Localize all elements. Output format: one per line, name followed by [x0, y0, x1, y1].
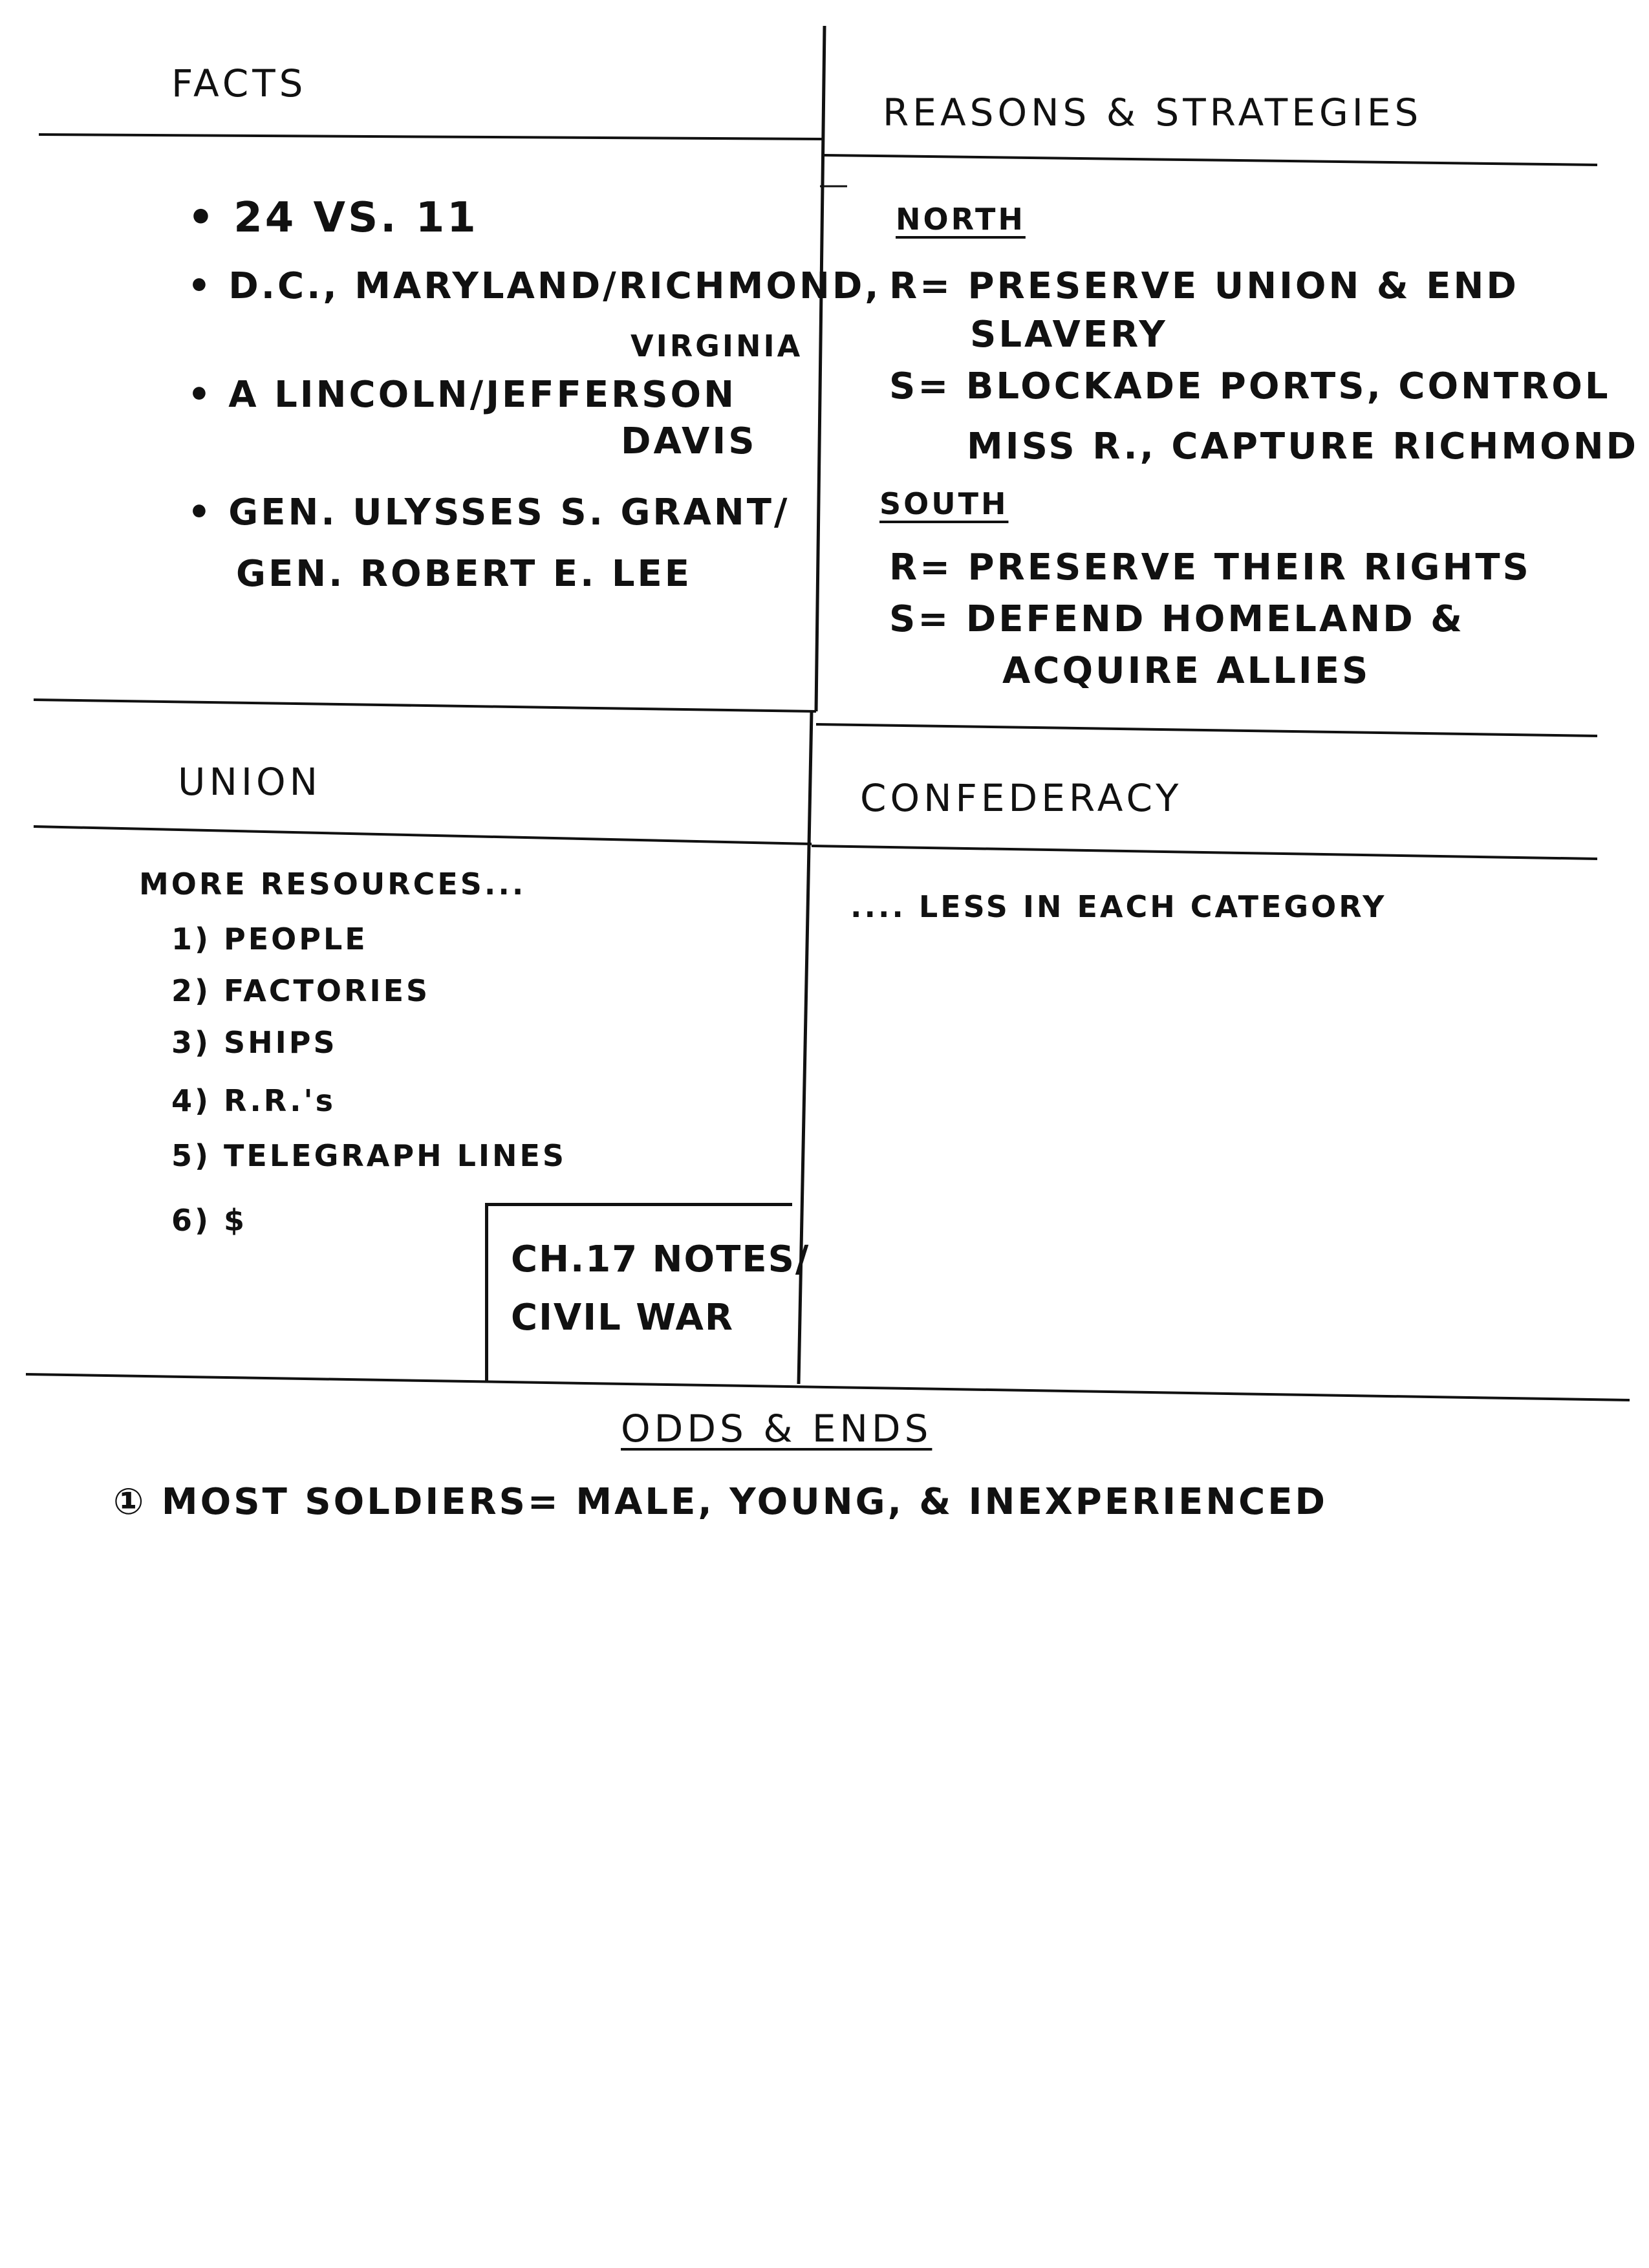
- reasons-strategies-header: REASONS & STRATEGIES: [883, 91, 1423, 135]
- union-resource-item: 5) TELEGRAPH LINES: [171, 1138, 567, 1173]
- fact-item: • GEN. ULYSSES S. GRANT/: [188, 491, 790, 534]
- bottom-section-rule: [26, 1374, 1630, 1400]
- north-strategy-continued: MISS R., CAPTURE RICHMOND: [967, 426, 1639, 468]
- fact-item: • 24 VS. 11: [188, 194, 479, 242]
- north-reason-continued: SLAVERY: [970, 314, 1168, 356]
- facts-header-rule: [39, 135, 824, 139]
- center-divider-top: [816, 26, 824, 711]
- union-header: UNION: [178, 760, 321, 804]
- fact-item-continued: DAVIS: [621, 420, 757, 462]
- confederacy-header-rule: [812, 846, 1597, 859]
- fact-item: • A LINCOLN/JEFFERSON: [188, 374, 737, 416]
- union-intro: MORE RESOURCES...: [139, 867, 526, 902]
- odds-ends-item: ① MOST SOLDIERS= MALE, YOUNG, & INEXPERIENCED: [113, 1481, 1328, 1523]
- union-resource-item: 3) SHIPS: [171, 1025, 338, 1060]
- fact-item-continued: VIRGINIA: [630, 329, 803, 363]
- union-resource-item: 1) PEOPLE: [171, 922, 368, 956]
- north-label: NORTH: [896, 202, 1026, 237]
- reasons-header-rule: [824, 155, 1597, 165]
- south-reason: R= PRESERVE THEIR RIGHTS: [889, 546, 1531, 589]
- union-resource-item: 6) $: [171, 1203, 248, 1238]
- top-section-rule-right: [816, 724, 1597, 736]
- top-section-rule-left: [34, 700, 816, 711]
- south-strategy-continued: ACQUIRE ALLIES: [1002, 650, 1371, 692]
- union-header-rule: [34, 826, 812, 844]
- fact-item: • D.C., MARYLAND/RICHMOND,: [188, 265, 881, 307]
- center-divider-bottom: [799, 711, 812, 1384]
- notes-title-line: CIVIL WAR: [511, 1297, 735, 1339]
- notes-title-box: [485, 1203, 810, 1381]
- north-strategy: S= BLOCKADE PORTS, CONTROL: [889, 365, 1611, 407]
- confederacy-header: CONFEDERACY: [860, 776, 1183, 820]
- union-resource-item: 4) R.R.'s: [171, 1083, 336, 1118]
- confederacy-text: .... LESS IN EACH CATEGORY: [850, 889, 1387, 924]
- facts-header: FACTS: [171, 61, 307, 105]
- north-reason: R= PRESERVE UNION & END: [889, 265, 1519, 307]
- south-strategy: S= DEFEND HOMELAND &: [889, 598, 1465, 640]
- union-resource-item: 2) FACTORIES: [171, 973, 431, 1008]
- odds-ends-header: ODDS & ENDS: [621, 1407, 932, 1451]
- south-label: SOUTH: [879, 486, 1009, 521]
- fact-item-continued: GEN. ROBERT E. LEE: [236, 553, 693, 595]
- notes-title-line: CH.17 NOTES/: [511, 1238, 810, 1280]
